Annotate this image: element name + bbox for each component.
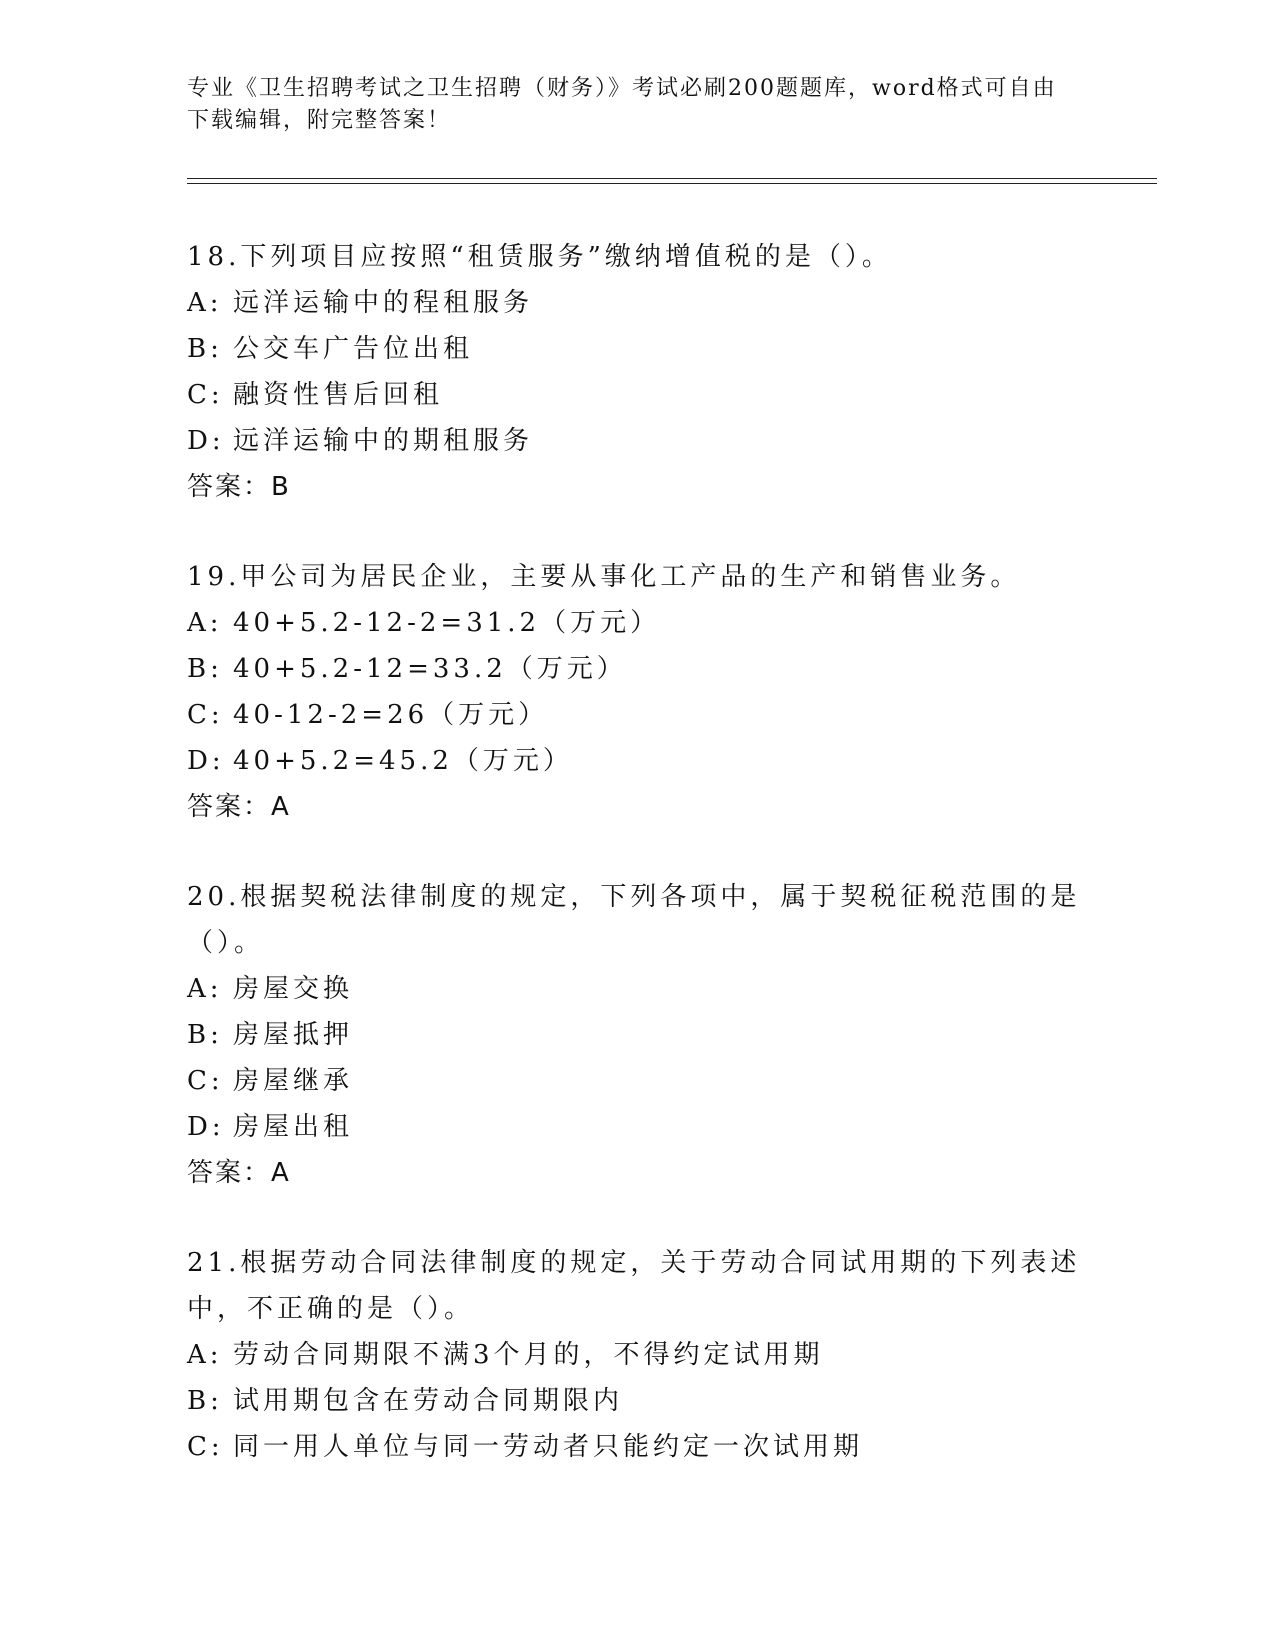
question-title: 20.根据契税法律制度的规定，下列各项中，属于契税征税范围的是（）。	[187, 882, 1081, 958]
option-text: 40+5.2-12=33.2（万元）	[233, 654, 627, 684]
answer-line: 答案：A	[187, 1158, 291, 1188]
question-list	[187, 234, 1087, 1514]
option-b	[187, 1378, 1087, 1424]
option-text: 试用期包含在劳动合同期限内	[233, 1386, 624, 1416]
option-c	[187, 692, 1087, 738]
option-c	[187, 372, 1087, 418]
question-18	[187, 234, 1087, 510]
option-b	[187, 646, 1087, 692]
option-d	[187, 738, 1087, 784]
option-text: 房屋抵押	[233, 1020, 354, 1050]
option-letter: C:	[187, 380, 224, 410]
option-text: 40+5.2-12-2=31.2（万元）	[233, 608, 661, 638]
option-letter: A:	[187, 608, 223, 638]
option-text: 同一用人单位与同一劳动者只能约定一次试用期	[233, 1432, 864, 1462]
option-a	[187, 966, 1087, 1012]
option-b	[187, 326, 1087, 372]
question-19	[187, 554, 1087, 830]
option-letter: D:	[187, 426, 225, 456]
header-divider-bottom	[187, 183, 1157, 184]
option-letter: B:	[187, 1020, 223, 1050]
option-text: 房屋出租	[233, 1112, 354, 1142]
option-letter: A:	[187, 288, 223, 318]
option-a	[187, 600, 1087, 646]
question-20	[187, 874, 1087, 1196]
option-text: 公交车广告位出租	[233, 334, 474, 364]
option-letter: A:	[187, 974, 223, 1004]
option-letter: D:	[187, 1112, 225, 1142]
question-title: 18.下列项目应按照“租赁服务”缴纳增值税的是（）。	[187, 242, 892, 272]
option-letter: C:	[187, 1066, 224, 1096]
option-letter: C:	[187, 1432, 224, 1462]
option-c	[187, 1058, 1087, 1104]
document-header: 专业《卫生招聘考试之卫生招聘（财务）》考试必刷200题题库，word格式可自由下载编辑，附完整答案！	[187, 76, 1057, 133]
option-text: 融资性售后回租	[233, 380, 444, 410]
option-letter: B:	[187, 1386, 223, 1416]
option-c	[187, 1424, 1087, 1470]
option-text: 远洋运输中的程租服务	[233, 288, 534, 318]
option-d	[187, 1104, 1087, 1150]
answer-line: 答案：B	[187, 472, 291, 502]
question-title: 19.甲公司为居民企业，主要从事化工产品的生产和销售业务。	[187, 562, 1021, 592]
option-text: 劳动合同期限不满3个月的，不得约定试用期	[233, 1340, 824, 1370]
option-a	[187, 280, 1087, 326]
option-letter: B:	[187, 654, 223, 684]
option-text: 远洋运输中的期租服务	[233, 426, 534, 456]
option-text: 房屋继承	[233, 1066, 354, 1096]
option-a	[187, 1332, 1087, 1378]
question-21	[187, 1240, 1087, 1470]
header-divider-top	[187, 178, 1157, 179]
option-d	[187, 418, 1087, 464]
option-text: 房屋交换	[233, 974, 354, 1004]
option-letter: B:	[187, 334, 223, 364]
answer-line: 答案：A	[187, 792, 291, 822]
option-letter: D:	[187, 746, 225, 776]
option-text: 40+5.2=45.2（万元）	[233, 746, 573, 776]
question-title: 21.根据劳动合同法律制度的规定，关于劳动合同试用期的下列表述中，不正确的是（）。	[187, 1248, 1081, 1324]
option-text: 40-12-2=26（万元）	[233, 700, 549, 730]
option-letter: A:	[187, 1340, 223, 1370]
option-letter: C:	[187, 700, 224, 730]
option-b	[187, 1012, 1087, 1058]
